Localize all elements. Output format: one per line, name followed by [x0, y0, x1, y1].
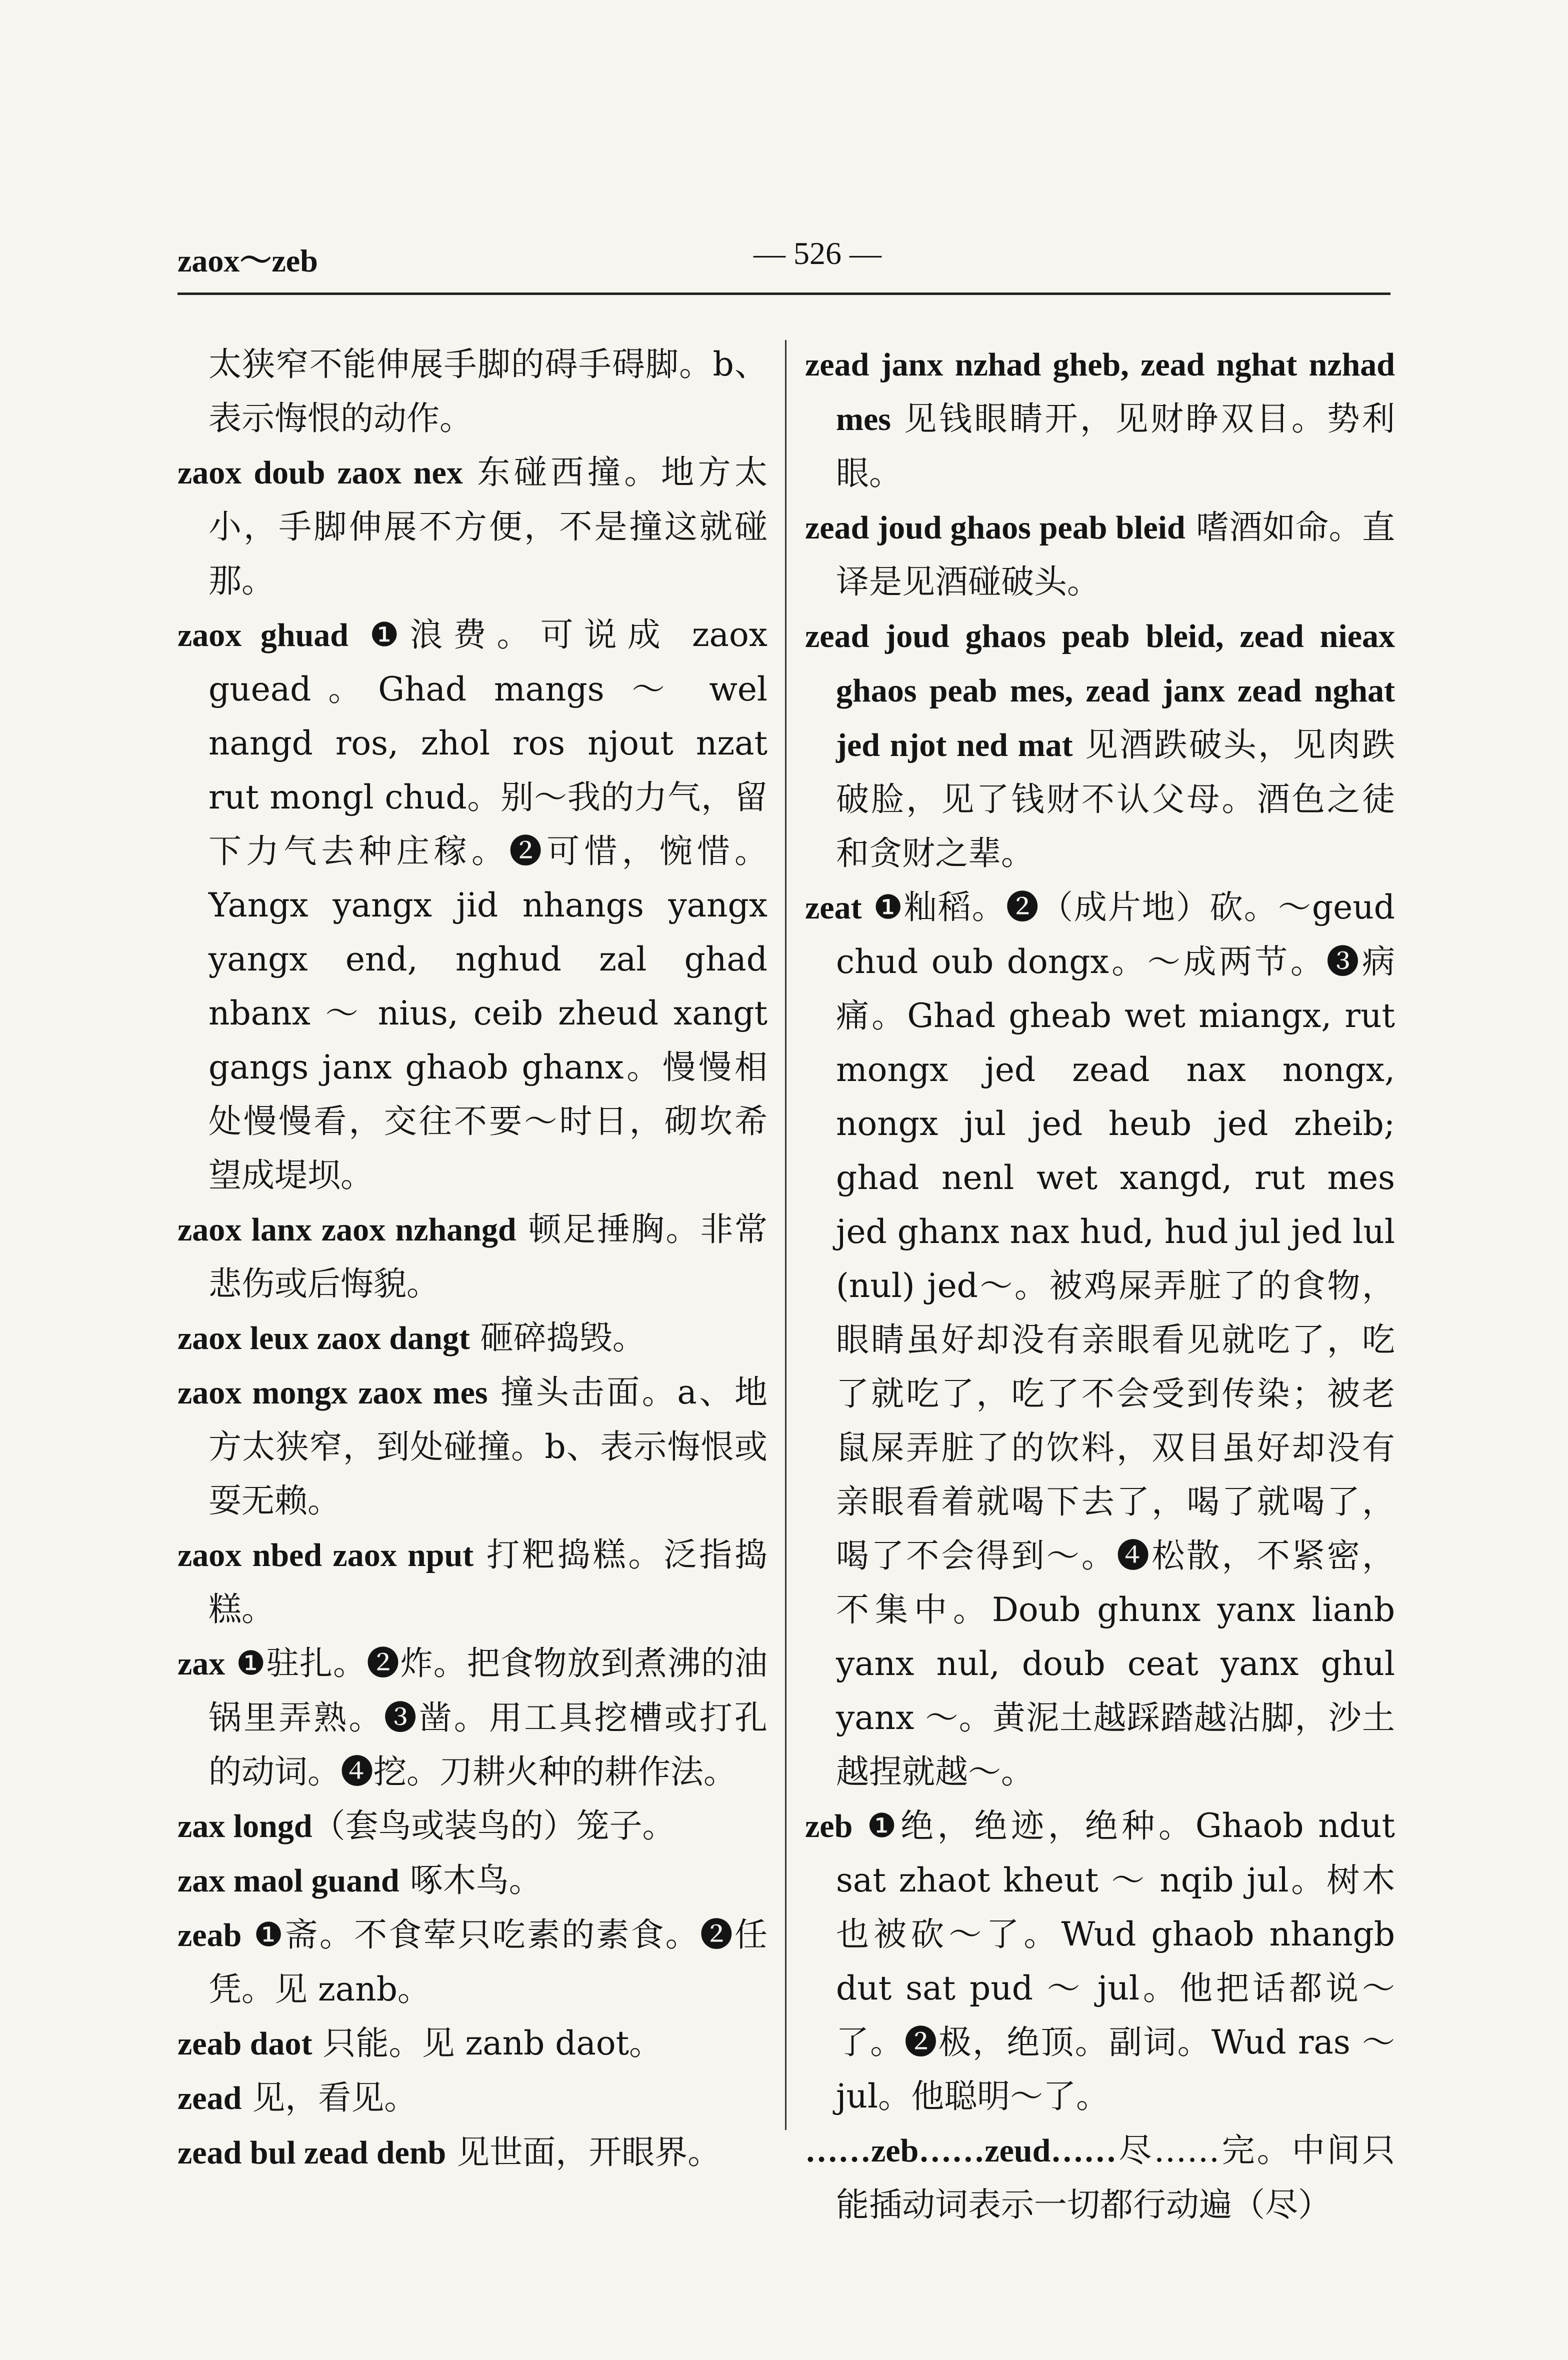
page-header [178, 235, 1390, 285]
dictionary-entry [178, 338, 768, 446]
dictionary-entry [178, 1528, 768, 1636]
entry-headword: zaox doub zaox nex [178, 454, 463, 491]
dictionary-entry [178, 1366, 768, 1528]
entry-headword: zead joud ghaos peab bleid, zead nieax ghaos peab mes, zead janx zead nghat jed njot ned mat [805, 618, 1395, 764]
entry-headword: zeb [805, 1808, 853, 1844]
entry-headword: zax longd [178, 1808, 312, 1844]
entry-definition: 尽……完。中间只能插动词表示一切都行动遍（尽） [836, 2131, 1395, 2224]
dictionary-entry [805, 609, 1395, 880]
dictionary-entry [805, 338, 1395, 500]
entry-headword: zeab daot [178, 2026, 312, 2062]
dictionary-entry [178, 446, 768, 608]
entry-definition: ❶驻扎。❷炸。把食物放到煮沸的油锅里弄熟。❸凿。用工具挖槽或打孔的动词。❹挖。刀耕火种的耕作法。 [208, 1644, 768, 1791]
page-number: — 526 — [754, 236, 882, 271]
entry-definition: 见酒跌破头，见肉跌破脸，见了钱财不认父母。酒色之徒和贪财之辈。 [836, 726, 1395, 872]
dictionary-entry [178, 608, 768, 1202]
dictionary-entry [805, 2124, 1395, 2232]
column-divider [785, 340, 786, 2130]
entry-headword: zead joud ghaos peab bleid [805, 510, 1186, 546]
right-column [805, 338, 1395, 2232]
entry-definition: 顿足捶胸。非常悲伤或后悔貌。 [208, 1210, 768, 1303]
entry-definition: 只能。见 zanb daot。 [312, 2024, 662, 2062]
dictionary-entry [178, 1636, 768, 1799]
dictionary-entry [178, 2126, 768, 2180]
dictionary-entry [805, 500, 1395, 609]
entry-definition: ❶浪费。可说成 zaox guead。Ghad mangs ～ wel nangd ros, zhol ros njout nzat rut mongl chud。别～我的力气，留下力气去种庄稼。❷可惜，惋惜。Yangx yangx jid nhangs yangx yangx end, nghud zal ghad nbanx ～ nius, ceib zheud xangt gangs janx ghaob ghanx。慢慢相处慢慢看，交往不要～时日，砌坎希望成堤坝。 [208, 616, 768, 1194]
entry-definition: 啄木鸟。 [399, 1861, 542, 1900]
dictionary-entry [178, 1311, 768, 1366]
dictionary-entry [178, 2071, 768, 2126]
entry-headword: ……zeb……zeud…… [805, 2132, 1117, 2169]
entry-definition: ❶籼稻。❷（成片地）砍。～geud chud oub dongx。～成两节。❸病痛。Ghad gheab wet miangx, rut mongx jed zead nax nongx, nongx jul jed heub jed zheib; ghad nenl wet xangd, rut mes jed ghanx nax hud, hud jul jed lul (nul) jed～。被鸡屎弄脏了的食物，眼睛虽好却没有亲眼看见就吃了，吃了就吃了，吃了不会受到传染；被老鼠屎弄脏了的饮料，双目虽好却没有亲眼看着就喝下去了，喝了就喝了，喝了不会得到～。❹松散，不紧密，不集中。Doub ghunx yanx lianb yanx nul, doub ceat yanx ghul yanx ～。黄泥土越踩踏越沾脚，沙土越捏就越～。 [836, 888, 1395, 1791]
left-column [178, 338, 768, 2180]
entry-definition: 撞头击面。a、地方太狭窄，到处碰撞。b、表示悔恨或耍无赖。 [208, 1373, 768, 1520]
entry-headword: zaox nbed zaox nput [178, 1537, 474, 1574]
dictionary-entry [178, 1799, 768, 1854]
entry-definition: ❶斋。不食荤只吃素的素食。❷任凭。见 zanb。 [208, 1916, 768, 2008]
entry-headword: zaox leux zaox dangt [178, 1320, 470, 1356]
entry-definition: 嗜酒如命。直译是见酒碰破头。 [836, 508, 1395, 601]
entry-headword: zaox mongx zaox mes [178, 1374, 488, 1411]
dictionary-entry [178, 1202, 768, 1311]
dictionary-entry [178, 1908, 768, 2016]
entry-headword: zaox lanx zaox nzhangd [178, 1212, 516, 1248]
entry-definition: ❶绝，绝迹，绝种。Ghaob ndut sat zhaot kheut ～ nqib jul。树木也被砍～了。Wud ghaob nhangb dut sat pud ～ jul。他把话都说～了。❷极，绝顶。副词。Wud ras ～ jul。他聪明～了。 [836, 1806, 1395, 2116]
entry-headword: zaox ghuad [178, 617, 348, 654]
entry-headword: zead janx nzhad gheb, zead nghat nzhad mes [805, 346, 1395, 438]
entry-definition: 见钱眼睛开，见财睁双目。势利眼。 [836, 400, 1395, 492]
dictionary-entry [805, 1799, 1395, 2124]
dictionary-entry [178, 1854, 768, 1908]
entry-headword: zead bul zead denb [178, 2134, 446, 2171]
entry-definition: （套鸟或装鸟的）笼子。 [312, 1806, 676, 1845]
entry-definition: 见，看见。 [242, 2078, 418, 2117]
entry-headword: zax [178, 1646, 226, 1682]
entry-definition: 砸碎捣毁。 [470, 1318, 646, 1357]
entry-definition: 太狭窄不能伸展手脚的碍手碍脚。b、表示悔恨的动作。 [208, 345, 768, 438]
entry-headword: zeab [178, 1917, 242, 1954]
entry-headword: zead [178, 2080, 242, 2116]
entry-headword: zeat [805, 890, 862, 926]
entry-definition: 打粑捣糕。泛指捣糕。 [208, 1536, 768, 1628]
dictionary-entry [805, 880, 1395, 1799]
entry-headword: zax maol guand [178, 1862, 400, 1899]
entry-definition: 见世面，开眼界。 [446, 2133, 721, 2172]
entry-definition: 东碰西撞。地方太小，手脚伸展不方便，不是撞这就碰那。 [208, 453, 768, 600]
header-rule [178, 292, 1390, 295]
dictionary-entry [178, 2016, 768, 2071]
running-head: zaox～zeb [178, 243, 318, 278]
